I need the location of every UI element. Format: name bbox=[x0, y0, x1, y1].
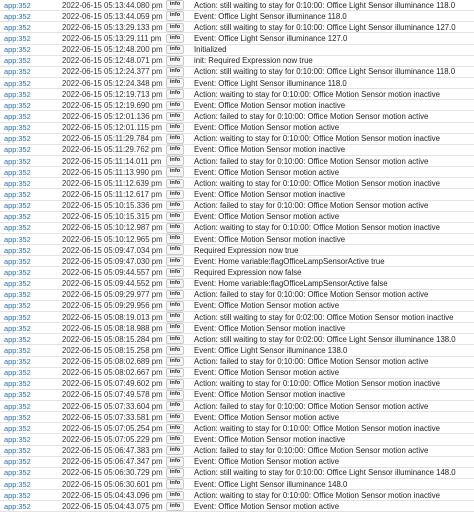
log-level-badge: info bbox=[166, 312, 184, 322]
log-row bbox=[0, 89, 474, 100]
log-row bbox=[0, 100, 474, 111]
log-source-link[interactable]: app:352 bbox=[4, 357, 31, 367]
log-message: Action: waiting to stay for 0:10:00: Office Motion Sensor motion inactive bbox=[194, 490, 441, 500]
log-source-link[interactable]: app:352 bbox=[4, 290, 31, 300]
log-row bbox=[0, 201, 474, 212]
log-message: Action: failed to stay for 0:10:00: Office Motion Sensor motion active bbox=[194, 401, 429, 411]
log-source-link[interactable]: app:352 bbox=[4, 401, 31, 411]
log-level-badge: info bbox=[166, 257, 184, 267]
log-level-badge: info bbox=[166, 45, 184, 55]
log-row bbox=[0, 56, 474, 67]
log-timestamp: 2022-06-15 05:09:44.552 pm bbox=[62, 279, 163, 289]
log-row bbox=[0, 123, 474, 134]
log-message: Event: Office Motion Sensor motion active bbox=[194, 212, 340, 222]
log-source-link[interactable]: app:352 bbox=[4, 22, 31, 32]
log-timestamp: 2022-06-15 05:06:30.601 pm bbox=[62, 479, 163, 489]
log-timestamp: 2022-06-15 05:12:48.071 pm bbox=[62, 56, 163, 66]
log-row bbox=[0, 312, 474, 323]
log-message: Action: waiting to stay for 0:10:00: Office Motion Sensor motion inactive bbox=[194, 223, 441, 233]
log-timestamp: 2022-06-15 05:06:47.383 pm bbox=[62, 446, 163, 456]
log-source-link[interactable]: app:352 bbox=[4, 111, 31, 121]
log-timestamp: 2022-06-15 05:11:13.990 pm bbox=[62, 167, 162, 177]
log-message: Action: failed to stay for 0:10:00: Office Motion Sensor motion active bbox=[194, 357, 429, 367]
log-source-link[interactable]: app:352 bbox=[4, 212, 31, 222]
log-level-badge: info bbox=[166, 457, 184, 467]
log-row bbox=[0, 345, 474, 356]
log-timestamp: 2022-06-15 05:07:05.229 pm bbox=[62, 435, 163, 445]
log-timestamp: 2022-06-15 05:12:01.136 pm bbox=[62, 111, 163, 121]
log-level-badge: info bbox=[166, 223, 184, 233]
log-timestamp: 2022-06-15 05:09:29.956 pm bbox=[62, 301, 163, 311]
log-timestamp: 2022-06-15 05:08:02.689 pm bbox=[62, 357, 163, 367]
log-source-link[interactable]: app:352 bbox=[4, 223, 31, 233]
log-row bbox=[0, 245, 474, 256]
log-level-badge: info bbox=[166, 323, 184, 333]
log-level-badge: info bbox=[166, 112, 184, 122]
log-source-link[interactable]: app:352 bbox=[4, 11, 31, 21]
log-level-badge: info bbox=[166, 468, 184, 478]
log-source-link[interactable]: app:352 bbox=[4, 67, 31, 77]
log-source-link[interactable]: app:352 bbox=[4, 0, 31, 10]
log-timestamp: 2022-06-15 05:07:49.578 pm bbox=[62, 390, 163, 400]
log-level-badge: info bbox=[166, 190, 184, 200]
log-message: Action: failed to stay for 0:10:00: Office Motion Sensor motion active bbox=[194, 156, 429, 166]
log-source-link[interactable]: app:352 bbox=[4, 56, 31, 66]
log-message: Action: still waiting to stay for 0:02:00: Office Light Sensor illuminance 138.0 bbox=[194, 334, 456, 344]
log-message: Event: Office Motion Sensor motion active bbox=[194, 368, 340, 378]
log-message: Event: Office Light Sensor illuminance 138.0 bbox=[194, 345, 348, 355]
log-timestamp: 2022-06-15 05:11:29.784 pm bbox=[62, 134, 162, 144]
log-message: Action: still waiting to stay for 0:10:00: Office Light Sensor illuminance 118.0 bbox=[194, 67, 456, 77]
log-level-badge: info bbox=[166, 301, 184, 311]
log-source-link[interactable]: app:352 bbox=[4, 167, 31, 177]
log-source-link[interactable]: app:352 bbox=[4, 501, 31, 511]
log-timestamp: 2022-06-15 05:12:19.690 pm bbox=[62, 100, 163, 110]
log-level-badge: info bbox=[166, 368, 184, 378]
log-message: Action: waiting to stay for 0:10:00: Office Motion Sensor motion inactive bbox=[194, 423, 441, 433]
log-row bbox=[0, 167, 474, 178]
log-timestamp: 2022-06-15 05:13:29.133 pm bbox=[62, 22, 163, 32]
log-timestamp: 2022-06-15 05:11:14.011 pm bbox=[62, 156, 162, 166]
log-source-link[interactable]: app:352 bbox=[4, 78, 31, 88]
log-timestamp: 2022-06-15 05:12:24.377 pm bbox=[62, 67, 163, 77]
log-source-link[interactable]: app:352 bbox=[4, 323, 31, 333]
log-row bbox=[0, 33, 474, 44]
log-row bbox=[0, 334, 474, 345]
log-level-badge: info bbox=[166, 245, 184, 255]
log-timestamp: 2022-06-15 05:11:12.617 pm bbox=[62, 189, 162, 199]
log-row bbox=[0, 479, 474, 490]
log-timestamp: 2022-06-15 05:09:47.034 pm bbox=[62, 245, 163, 255]
log-timestamp: 2022-06-15 05:09:44.557 pm bbox=[62, 267, 163, 277]
log-row bbox=[0, 67, 474, 78]
log-message: Action: still waiting to stay for 0:10:00: Office Light Sensor illuminance 148.0 bbox=[194, 468, 456, 478]
log-row bbox=[0, 357, 474, 368]
log-row bbox=[0, 223, 474, 234]
log-level-badge: info bbox=[166, 502, 184, 512]
log-level-badge: info bbox=[166, 491, 184, 501]
log-timestamp: 2022-06-15 05:09:29.977 pm bbox=[62, 290, 163, 300]
log-message: Event: Office Motion Sensor motion inactive bbox=[194, 145, 346, 155]
log-row bbox=[0, 412, 474, 423]
log-message: Event: Office Motion Sensor motion inactive bbox=[194, 390, 346, 400]
log-message: Event: Office Motion Sensor motion active bbox=[194, 123, 340, 133]
log-source-link[interactable]: app:352 bbox=[4, 33, 31, 43]
log-message: Required Expression now false bbox=[194, 267, 302, 277]
log-source-link[interactable]: app:352 bbox=[4, 267, 31, 277]
log-message: Action: waiting to stay for 0:10:00: Office Motion Sensor motion inactive bbox=[194, 178, 441, 188]
log-source-link[interactable]: app:352 bbox=[4, 345, 31, 355]
log-message: Event: Office Motion Sensor motion inactive bbox=[194, 100, 346, 110]
log-message: Action: still waiting to stay for 0:02:00: Office Motion Sensor motion inactive bbox=[194, 312, 454, 322]
log-timestamp: 2022-06-15 05:10:12.987 pm bbox=[62, 223, 163, 233]
log-message: Event: Office Light Sensor illuminance 118.0 bbox=[194, 78, 347, 88]
log-source-link[interactable]: app:352 bbox=[4, 234, 31, 244]
log-timestamp: 2022-06-15 05:04:43.096 pm bbox=[62, 490, 163, 500]
log-level-badge: info bbox=[166, 123, 184, 133]
log-timestamp: 2022-06-15 05:13:29.111 pm bbox=[62, 33, 162, 43]
log-level-badge: info bbox=[166, 67, 184, 77]
log-message: Event: Office Motion Sensor motion active bbox=[194, 301, 340, 311]
log-source-link[interactable]: app:352 bbox=[4, 178, 31, 188]
log-row bbox=[0, 434, 474, 445]
log-row bbox=[0, 446, 474, 457]
log-level-badge: info bbox=[166, 56, 184, 66]
log-message: Initialized bbox=[194, 45, 227, 55]
log-row bbox=[0, 234, 474, 245]
log-timestamp: 2022-06-15 05:08:18.988 pm bbox=[62, 323, 163, 333]
log-row bbox=[0, 279, 474, 290]
log-timestamp: 2022-06-15 05:12:01.115 pm bbox=[62, 123, 162, 133]
log-source-link[interactable]: app:352 bbox=[4, 312, 31, 322]
log-source-link[interactable]: app:352 bbox=[4, 490, 31, 500]
log-message: Action: failed to stay for 0:10:00: Office Motion Sensor motion active bbox=[194, 446, 429, 456]
log-timestamp: 2022-06-15 05:10:15.336 pm bbox=[62, 201, 163, 211]
log-level-badge: info bbox=[166, 346, 184, 356]
log-level-badge: info bbox=[166, 446, 184, 456]
log-source-link[interactable]: app:352 bbox=[4, 412, 31, 422]
log-message: Required Expression now true bbox=[194, 245, 299, 255]
log-source-link[interactable]: app:352 bbox=[4, 45, 31, 55]
log-message: Event: Office Light Sensor illuminance 118.0 bbox=[194, 11, 347, 21]
log-source-link[interactable]: app:352 bbox=[4, 201, 31, 211]
log-row bbox=[0, 390, 474, 401]
log-level-badge: info bbox=[166, 179, 184, 189]
log-source-link[interactable]: app:352 bbox=[4, 145, 31, 155]
log-timestamp: 2022-06-15 05:08:15.284 pm bbox=[62, 334, 163, 344]
log-message: Event: Home variable:flagOfficeLampSensorActive true bbox=[194, 256, 385, 266]
log-level-badge: info bbox=[166, 279, 184, 289]
log-timestamp: 2022-06-15 05:07:49.602 pm bbox=[62, 379, 163, 389]
log-source-link[interactable]: app:352 bbox=[4, 423, 31, 433]
log-message: Action: still waiting to stay for 0:10:00: Office Light Sensor illuminance 127.0 bbox=[194, 22, 456, 32]
log-level-badge: info bbox=[166, 413, 184, 423]
log-row bbox=[0, 256, 474, 267]
log-message: Event: Office Motion Sensor motion inactive bbox=[194, 435, 346, 445]
log-row bbox=[0, 156, 474, 167]
log-message: Action: waiting to stay for 0:10:00: Office Motion Sensor motion inactive bbox=[194, 379, 441, 389]
log-row bbox=[0, 368, 474, 379]
log-level-badge: info bbox=[166, 335, 184, 345]
log-message: Action: waiting to stay for 0:10:00: Office Motion Sensor motion inactive bbox=[194, 134, 441, 144]
log-level-badge: info bbox=[166, 379, 184, 389]
log-source-link[interactable]: app:352 bbox=[4, 123, 31, 133]
log-timestamp: 2022-06-15 05:06:47.347 pm bbox=[62, 457, 163, 467]
log-message: Event: Office Motion Sensor motion inactive bbox=[194, 189, 346, 199]
log-source-link[interactable]: app:352 bbox=[4, 446, 31, 456]
log-timestamp: 2022-06-15 05:10:12.965 pm bbox=[62, 234, 163, 244]
log-message: Event: Home variable:flagOfficeLampSensorActive false bbox=[194, 279, 388, 289]
log-level-badge: info bbox=[166, 357, 184, 367]
log-row bbox=[0, 468, 474, 479]
log-source-link[interactable]: app:352 bbox=[4, 468, 31, 478]
log-timestamp: 2022-06-15 05:07:33.581 pm bbox=[62, 412, 163, 422]
log-row bbox=[0, 212, 474, 223]
log-row bbox=[0, 0, 474, 11]
log-level-badge: info bbox=[166, 78, 184, 88]
log-level-badge: info bbox=[166, 424, 184, 434]
log-row bbox=[0, 490, 474, 501]
log-timestamp: 2022-06-15 05:11:12.639 pm bbox=[62, 178, 162, 188]
log-row bbox=[0, 45, 474, 56]
log-message: Action: failed to stay for 0:10:00: Office Motion Sensor motion active bbox=[194, 201, 429, 211]
log-timestamp: 2022-06-15 05:04:43.075 pm bbox=[62, 501, 163, 511]
log-level-badge: info bbox=[166, 201, 184, 211]
log-row bbox=[0, 11, 474, 22]
log-level-badge: info bbox=[166, 167, 184, 177]
log-level-badge: info bbox=[166, 234, 184, 244]
log-row bbox=[0, 501, 474, 512]
log-message: Event: Office Motion Sensor motion active bbox=[194, 501, 340, 511]
log-source-link[interactable]: app:352 bbox=[4, 301, 31, 311]
log-level-badge: info bbox=[166, 401, 184, 411]
log-message: Event: Office Light Sensor illuminance 148.0 bbox=[194, 479, 348, 489]
log-row bbox=[0, 189, 474, 200]
log-level-badge: info bbox=[166, 89, 184, 99]
log-source-link[interactable]: app:352 bbox=[4, 134, 31, 144]
log-timestamp: 2022-06-15 05:08:15.258 pm bbox=[62, 345, 163, 355]
log-level-badge: info bbox=[166, 156, 184, 166]
log-timestamp: 2022-06-15 05:07:33.604 pm bbox=[62, 401, 163, 411]
log-level-badge: info bbox=[166, 134, 184, 144]
log-row bbox=[0, 401, 474, 412]
log-source-link[interactable]: app:352 bbox=[4, 89, 31, 99]
log-source-link[interactable]: app:352 bbox=[4, 189, 31, 199]
log-level-badge: info bbox=[166, 479, 184, 489]
log-row bbox=[0, 423, 474, 434]
log-source-link[interactable]: app:352 bbox=[4, 479, 31, 489]
log-timestamp: 2022-06-15 05:06:30.729 pm bbox=[62, 468, 163, 478]
log-level-badge: info bbox=[166, 34, 184, 44]
log-timestamp: 2022-06-15 05:08:02.667 pm bbox=[62, 368, 163, 378]
log-timestamp: 2022-06-15 05:13:44.059 pm bbox=[62, 11, 163, 21]
log-message: Event: Office Motion Sensor motion inactive bbox=[194, 234, 346, 244]
log-row bbox=[0, 111, 474, 122]
log-source-link[interactable]: app:352 bbox=[4, 457, 31, 467]
log-message: Event: Office Light Sensor illuminance 127.0 bbox=[194, 33, 348, 43]
log-source-link[interactable]: app:352 bbox=[4, 245, 31, 255]
log-timestamp: 2022-06-15 05:08:19.013 pm bbox=[62, 312, 163, 322]
log-message: Event: Office Motion Sensor motion active bbox=[194, 457, 340, 467]
log-level-badge: info bbox=[166, 101, 184, 111]
log-message: Action: failed to stay for 0:10:00: Office Motion Sensor motion active bbox=[194, 111, 429, 121]
log-level-badge: info bbox=[166, 23, 184, 33]
log-row bbox=[0, 457, 474, 468]
log-row bbox=[0, 267, 474, 278]
log-source-link[interactable]: app:352 bbox=[4, 156, 31, 166]
log-row bbox=[0, 301, 474, 312]
log-message: Event: Office Motion Sensor motion active bbox=[194, 412, 340, 422]
log-level-badge: info bbox=[166, 0, 184, 10]
log-level-badge: info bbox=[166, 145, 184, 155]
log-timestamp: 2022-06-15 05:07:05.254 pm bbox=[62, 423, 163, 433]
log-timestamp: 2022-06-15 05:11:29.762 pm bbox=[62, 145, 162, 155]
log-timestamp: 2022-06-15 05:12:24.348 pm bbox=[62, 78, 163, 88]
log-level-badge: info bbox=[166, 390, 184, 400]
log-source-link[interactable]: app:352 bbox=[4, 100, 31, 110]
log-timestamp: 2022-06-15 05:12:19.713 pm bbox=[62, 89, 163, 99]
log-source-link[interactable]: app:352 bbox=[4, 379, 31, 389]
log-timestamp: 2022-06-15 05:10:15.315 pm bbox=[62, 212, 163, 222]
log-level-badge: info bbox=[166, 11, 184, 21]
log-row bbox=[0, 22, 474, 33]
log-source-link[interactable]: app:352 bbox=[4, 368, 31, 378]
log-row bbox=[0, 379, 474, 390]
log-message: Action: still waiting to stay for 0:10:00: Office Light Sensor illuminance 118.0 bbox=[194, 0, 456, 10]
log-row bbox=[0, 78, 474, 89]
log-row bbox=[0, 145, 474, 156]
log-message: Event: Office Motion Sensor motion active bbox=[194, 167, 340, 177]
log-level-badge: info bbox=[166, 212, 184, 222]
log-row bbox=[0, 290, 474, 301]
log-message: Action: failed to stay for 0:10:00: Office Motion Sensor motion active bbox=[194, 290, 429, 300]
log-level-badge: info bbox=[166, 290, 184, 300]
log-message: init: Required Expression now true bbox=[194, 56, 313, 66]
log-source-link[interactable]: app:352 bbox=[4, 334, 31, 344]
log-level-badge: info bbox=[166, 435, 184, 445]
log-row bbox=[0, 178, 474, 189]
log-timestamp: 2022-06-15 05:09:47.030 pm bbox=[62, 256, 163, 266]
log-timestamp: 2022-06-15 05:13:44.080 pm bbox=[62, 0, 163, 10]
log-source-link[interactable]: app:352 bbox=[4, 256, 31, 266]
log-message: Event: Office Motion Sensor motion inactive bbox=[194, 323, 346, 333]
log-timestamp: 2022-06-15 05:12:48.200 pm bbox=[62, 45, 163, 55]
log-level-badge: info bbox=[166, 268, 184, 278]
log-source-link[interactable]: app:352 bbox=[4, 279, 31, 289]
log-source-link[interactable]: app:352 bbox=[4, 435, 31, 445]
log-message: Action: waiting to stay for 0:10:00: Office Motion Sensor motion inactive bbox=[194, 89, 441, 99]
log-source-link[interactable]: app:352 bbox=[4, 390, 31, 400]
log-row bbox=[0, 134, 474, 145]
log-row bbox=[0, 323, 474, 334]
